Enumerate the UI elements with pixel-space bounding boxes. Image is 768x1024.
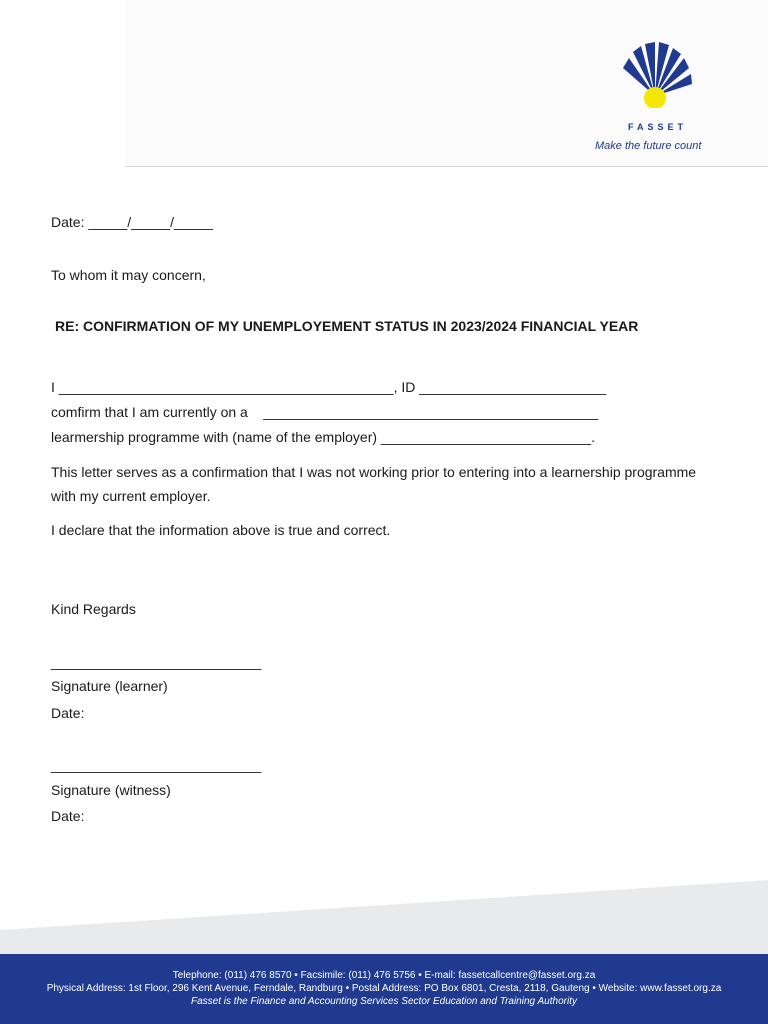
- declaration-line-1: I ___________________________________________, ID ________________________: [51, 379, 607, 395]
- declaration-line-2: comfirm that I am currently on a ___________________________________________: [51, 404, 599, 420]
- brand-name: FASSET: [627, 122, 687, 132]
- footer-grey-band: [0, 880, 768, 960]
- signature-line-learner: ___________________________: [51, 654, 262, 670]
- confirmation-paragraph: This letter serves as a confirmation that I was not working prior to entering into a learnership programme with my current employer.: [51, 464, 697, 504]
- sunburst-icon: [615, 38, 695, 108]
- signature-line-witness: ___________________________: [51, 757, 262, 773]
- declaration-paragraph: I declare that the information above is true and correct.: [51, 522, 391, 538]
- date-label-witness: Date:: [51, 808, 85, 824]
- declaration-line-3: learmership programme with (name of the employer) ___________________________.: [51, 429, 596, 445]
- date-label-learner: Date:: [51, 705, 85, 721]
- footer: [0, 954, 768, 1024]
- salutation: To whom it may concern,: [51, 267, 206, 283]
- footer-description-line: Fasset is the Finance and Accounting Services Sector Education and Training Authority: [191, 996, 577, 1007]
- footer-contact-line: Telephone: (011) 476 8570 • Facsimile: (011) 476 5756 • E-mail: fassetcallcentre@fasset.org.za: [172, 970, 596, 981]
- signature-label-learner: Signature (learner): [51, 678, 168, 694]
- subject-line: RE: CONFIRMATION OF MY UNEMPLOYEMENT STATUS IN 2023/2024 FINANCIAL YEAR: [55, 318, 639, 334]
- signature-label-witness: Signature (witness): [51, 782, 171, 798]
- footer-address-line: Physical Address: 1st Floor, 296 Kent Avenue, Ferndale, Randburg • Postal Address: PO Box 6801, Cresta, 2118, Gauteng • Website: www.fasset.org.za: [46, 983, 722, 994]
- closing: Kind Regards: [51, 601, 136, 617]
- fasset-logo: [595, 38, 725, 158]
- header-divider: [125, 166, 768, 167]
- brand-tagline: Make the future count: [595, 140, 702, 152]
- date-line: Date: _____/_____/_____: [51, 214, 213, 230]
